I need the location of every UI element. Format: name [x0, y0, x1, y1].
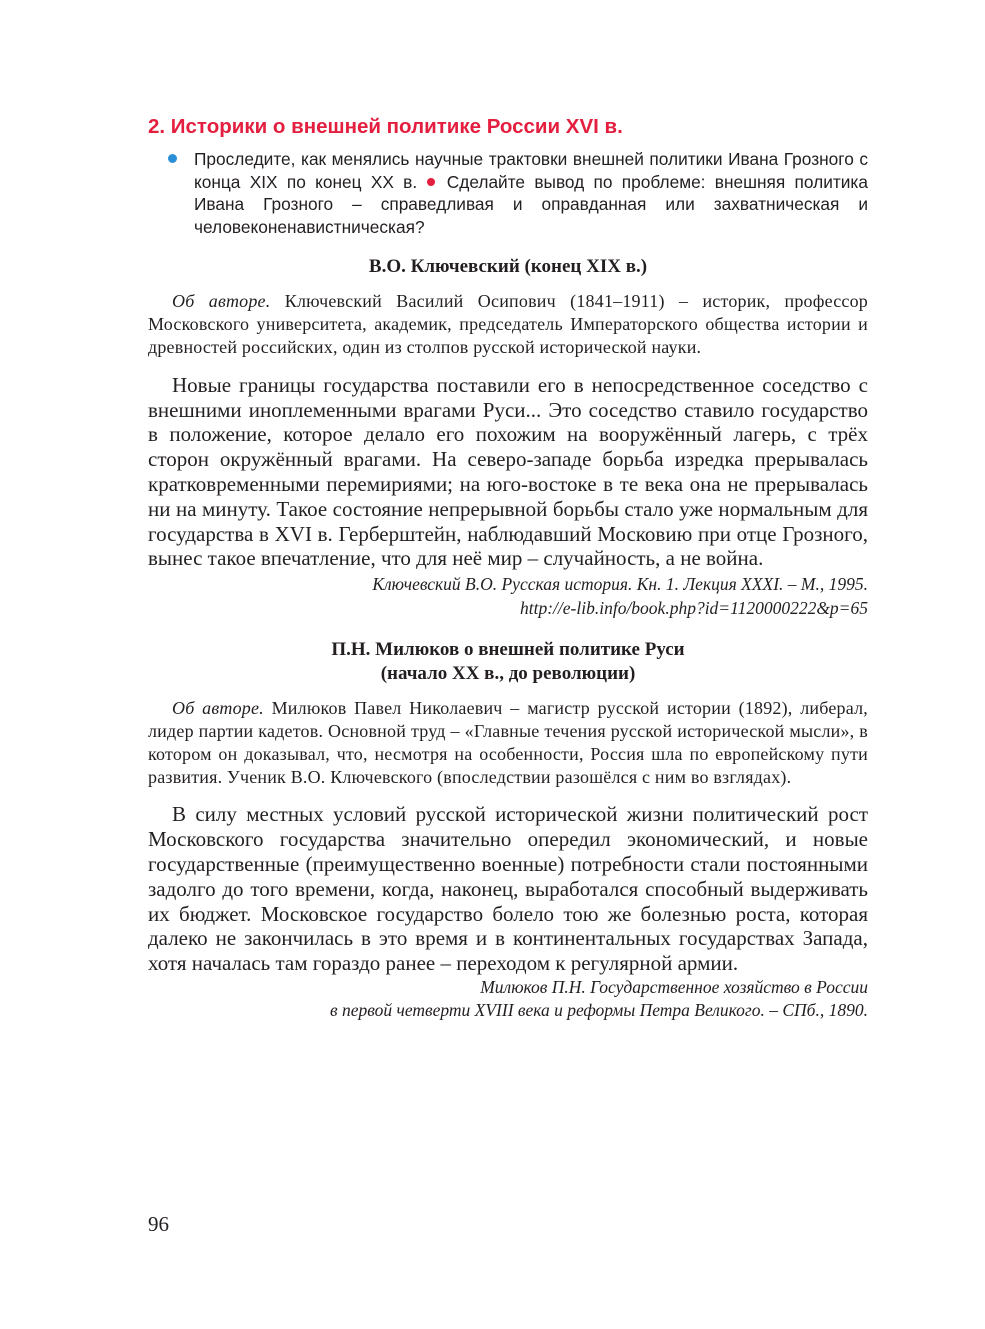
red-bullet-icon: [427, 178, 435, 186]
task-paragraph: [148, 148, 868, 238]
about-lead: Об авторе.: [172, 698, 264, 719]
task-text-part1: Проследите, как менялись научные трактовки внешней политики Ивана Грозного с конца XIX по конец XX в.: [194, 149, 868, 192]
milyukov-source-line1: Милюков П.Н. Государственное хозяйство в России: [480, 976, 868, 997]
about-text: Милюков Павел Николаевич – магистр русской истории (1892), либерал, лидер партии кадетов. Основной труд – «Главные течения русской исторической мысли», в котором он доказывал, что, несмотря на особенности, Россия шла по европейскому пути развития. Ученик В.О. Ключевского (впоследствии разошёлся с ним во взглядах).: [148, 698, 868, 787]
task-text-part2: Сделайте вывод по проблеме: внешняя политика Ивана Грозного – справедливая и оправданная или захватническая и человеконенавистническая?: [194, 171, 868, 237]
blue-bullet-icon: [168, 154, 177, 163]
milyukov-heading-line1: П.Н. Милюков о внешней политике Руси: [331, 639, 685, 661]
about-lead: Об авторе.: [172, 291, 271, 312]
page-number: 96: [148, 1212, 169, 1236]
section-title: 2. Историки о внешней политике России XVI в.: [148, 115, 623, 138]
klyuchevsky-source-line1: Ключевский В.О. Русская история. Кн. 1. Лекция XXXI. – М., 1995.: [372, 574, 868, 595]
milyukov-about: [148, 697, 868, 788]
klyuchevsky-heading: В.О. Ключевский (конец XIX в.): [368, 256, 648, 278]
klyuchevsky-quote: Новые границы государства поставили его в непосредственное соседство с внешними иноплеменными врагами Руси... Это соседство ставило государство в положение, которое делало его похожим на вооружённый лагерь, с трёх сторон окружённый врагами. На северо-западе борьба изредка прерывалась кратковременными перемириями; на юго-востоке в те века она не прерывалась ни на минуту. Такое состояние непрерывной борьбы стало уже нормальным для государства в XVI в. Герберштейн, наблюдавший Московию при отце Грозного, вынес такое впечатление, что для неё мир – случайность, а не война.: [148, 372, 868, 571]
milyukov-heading-line2: (начало XX в., до революции): [380, 663, 636, 685]
klyuchevsky-source-line2: http://e-lib.info/book.php?id=1120000222&p=65: [520, 597, 868, 618]
page-content: [148, 112, 868, 1023]
klyuchevsky-about: [148, 290, 868, 358]
milyukov-source-line2: в первой четверти XVIII века и реформы Петра Великого. – СПб., 1890.: [330, 1000, 868, 1021]
about-text: Ключевский Василий Осипович (1841–1911) – историк, профессор Московского университета, академик, председатель Императорского общества истории и древностей российских, один из столпов русской исторической науки.: [148, 291, 869, 357]
milyukov-quote: В силу местных условий русской исторической жизни политический рост Московского государства значительно опередил экономический, и новые государственные (преимущественно военные) потребности стали постоянными задолго до того времени, когда, наконец, выработался способный выдерживать их бюджет. Московское государство болело тою же болезнью роста, которая далеко не закончилась в это время и в континентальных государствах Запада, хотя началась там гораздо ранее – переходом к регулярной армии.: [148, 802, 868, 976]
